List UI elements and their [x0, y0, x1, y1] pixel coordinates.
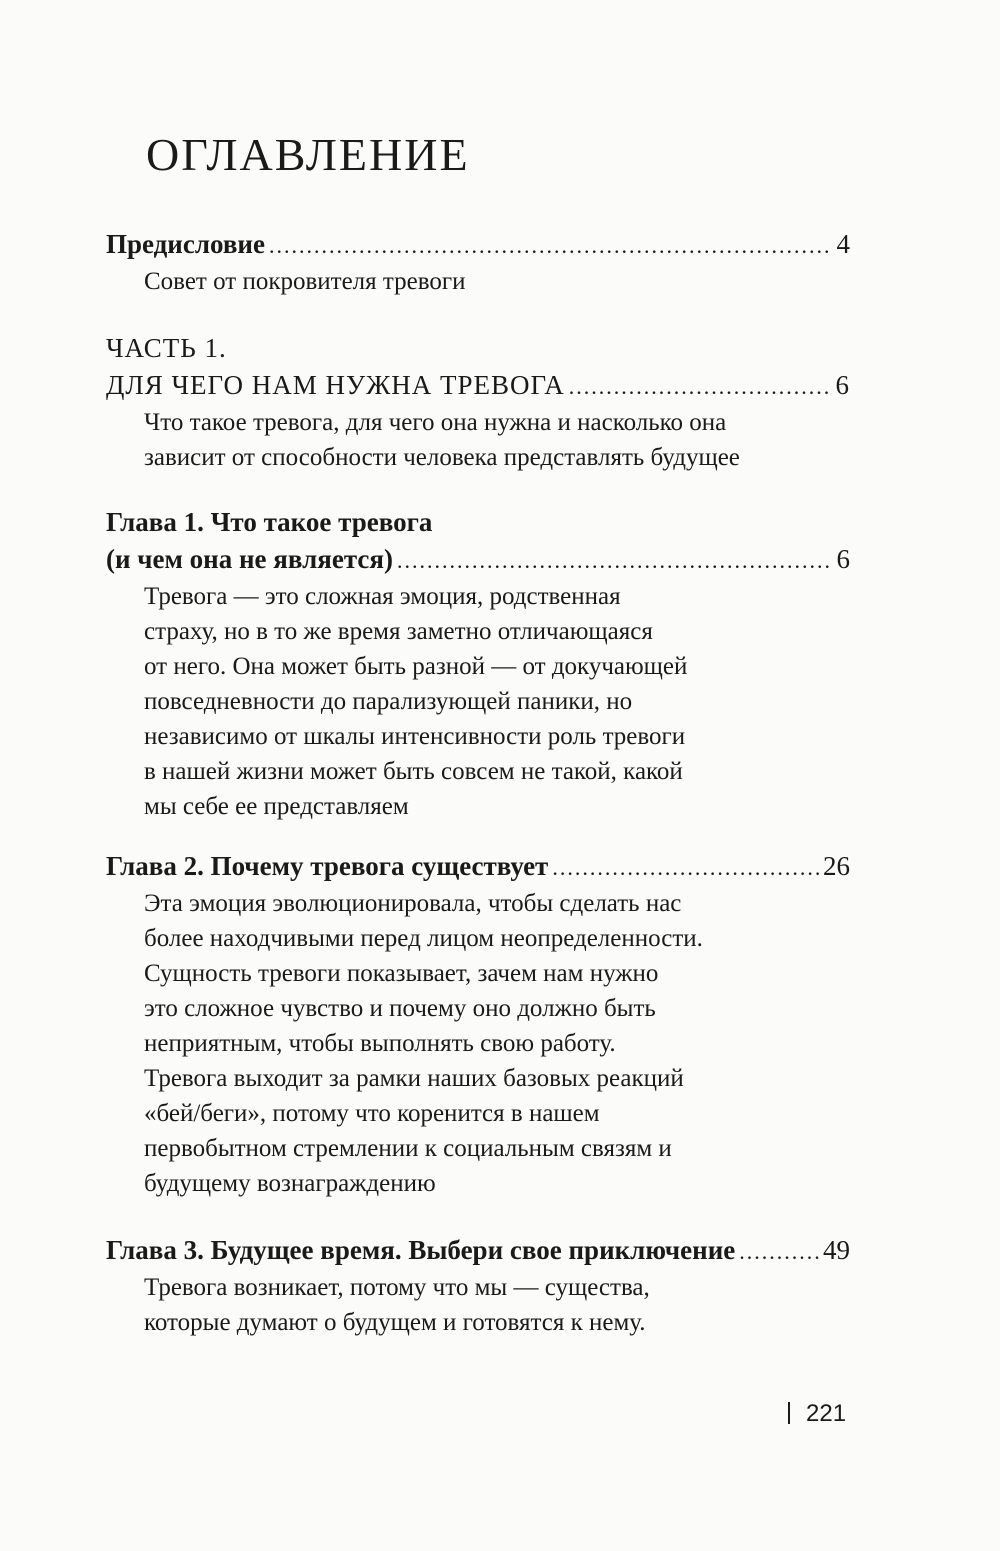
toc-heading-line — [106, 504, 850, 541]
dot-leader — [739, 1233, 819, 1270]
description-line: повседневности до парализующей паники, но — [144, 688, 633, 715]
toc-entry-preface — [106, 226, 850, 299]
description-line: более находчивыми перед лицом неопределенности. — [144, 925, 703, 952]
description-line: в нашей жизни может быть совсем не такой, какой — [144, 758, 683, 785]
description-line: независимо от шкалы интенсивности роль тревоги — [144, 723, 686, 750]
description-line: Тревога — это сложная эмоция, родственная — [144, 583, 621, 610]
toc-entry-chapter-1 — [106, 504, 850, 824]
dot-leader — [569, 368, 832, 405]
toc-heading: ДЛЯ ЧЕГО НАМ НУЖНА ТРЕВОГА — [106, 370, 565, 400]
toc-description — [144, 264, 850, 299]
description-line: от него. Она может быть разной — от докучающей — [144, 653, 688, 680]
toc-heading-line — [106, 848, 850, 886]
description-line: Что такое тревога, для чего она нужна и насколько она — [144, 409, 727, 436]
toc-page-number: 49 — [823, 1235, 850, 1265]
toc-description — [144, 579, 850, 824]
description-line: будущему вознаграждению — [144, 1170, 436, 1197]
toc-heading: (и чем она не является) — [106, 544, 393, 574]
description-line: зависит от способности человека представлять будущее — [144, 444, 740, 471]
toc-heading: Глава 3. Будущее время. Выбери свое приключение — [106, 1235, 736, 1265]
description-line: Сущность тревоги показывает, зачем нам нужно — [144, 960, 659, 987]
toc-page-number: 6 — [836, 544, 850, 574]
description-line: неприятным, чтобы выполнять свою работу. — [144, 1030, 616, 1057]
description-line: первобытном стремлении к социальным связям и — [144, 1135, 672, 1162]
description-line: «бей/беги», потому что коренится в нашем — [144, 1100, 600, 1127]
description-line: которые думают о будущем и готовятся к нему. — [144, 1309, 646, 1336]
toc-entry-part-1 — [106, 330, 850, 475]
toc-heading: Глава 1. Что такое тревога — [106, 507, 433, 537]
description-line: Эта эмоция эволюционировала, чтобы сделать нас — [144, 890, 682, 917]
page-title: ОГЛАВЛЕНИЕ — [146, 129, 470, 180]
dot-leader — [397, 542, 833, 579]
description-line: Тревога возникает, потому что мы — существа, — [144, 1274, 650, 1301]
toc-heading-line — [106, 226, 850, 264]
description-line: мы себе ее представляем — [144, 793, 409, 820]
toc-heading-line — [106, 367, 850, 405]
dot-leader — [552, 849, 819, 886]
description-line: страху, но в то же время заметно отличающаяся — [144, 618, 653, 645]
toc-heading-line — [106, 541, 850, 579]
toc-heading-line — [106, 1232, 850, 1270]
toc-entry-chapter-3 — [106, 1232, 850, 1340]
page-footer — [788, 1400, 846, 1428]
footer-divider — [788, 1402, 790, 1424]
toc-heading: Глава 2. Почему тревога существует — [106, 851, 549, 881]
dot-leader — [269, 227, 833, 264]
toc-heading-line — [106, 330, 850, 367]
toc-page-number: 26 — [823, 851, 850, 881]
toc-page-number: 6 — [835, 370, 850, 400]
toc-description — [144, 1270, 850, 1340]
toc-heading: Предисловие — [106, 229, 265, 259]
description-line: Совет от покровителя тревоги — [144, 268, 466, 295]
toc-heading: ЧАСТЬ 1. — [106, 333, 227, 363]
toc-description — [144, 405, 850, 475]
footer-page-number: 221 — [806, 1400, 847, 1427]
toc-entry-chapter-2 — [106, 848, 850, 1201]
description-line: это сложное чувство и почему оно должно быть — [144, 995, 656, 1022]
description-line: Тревога выходит за рамки наших базовых реакций — [144, 1065, 684, 1092]
toc-description — [144, 886, 850, 1201]
toc-page-number: 4 — [836, 229, 850, 259]
